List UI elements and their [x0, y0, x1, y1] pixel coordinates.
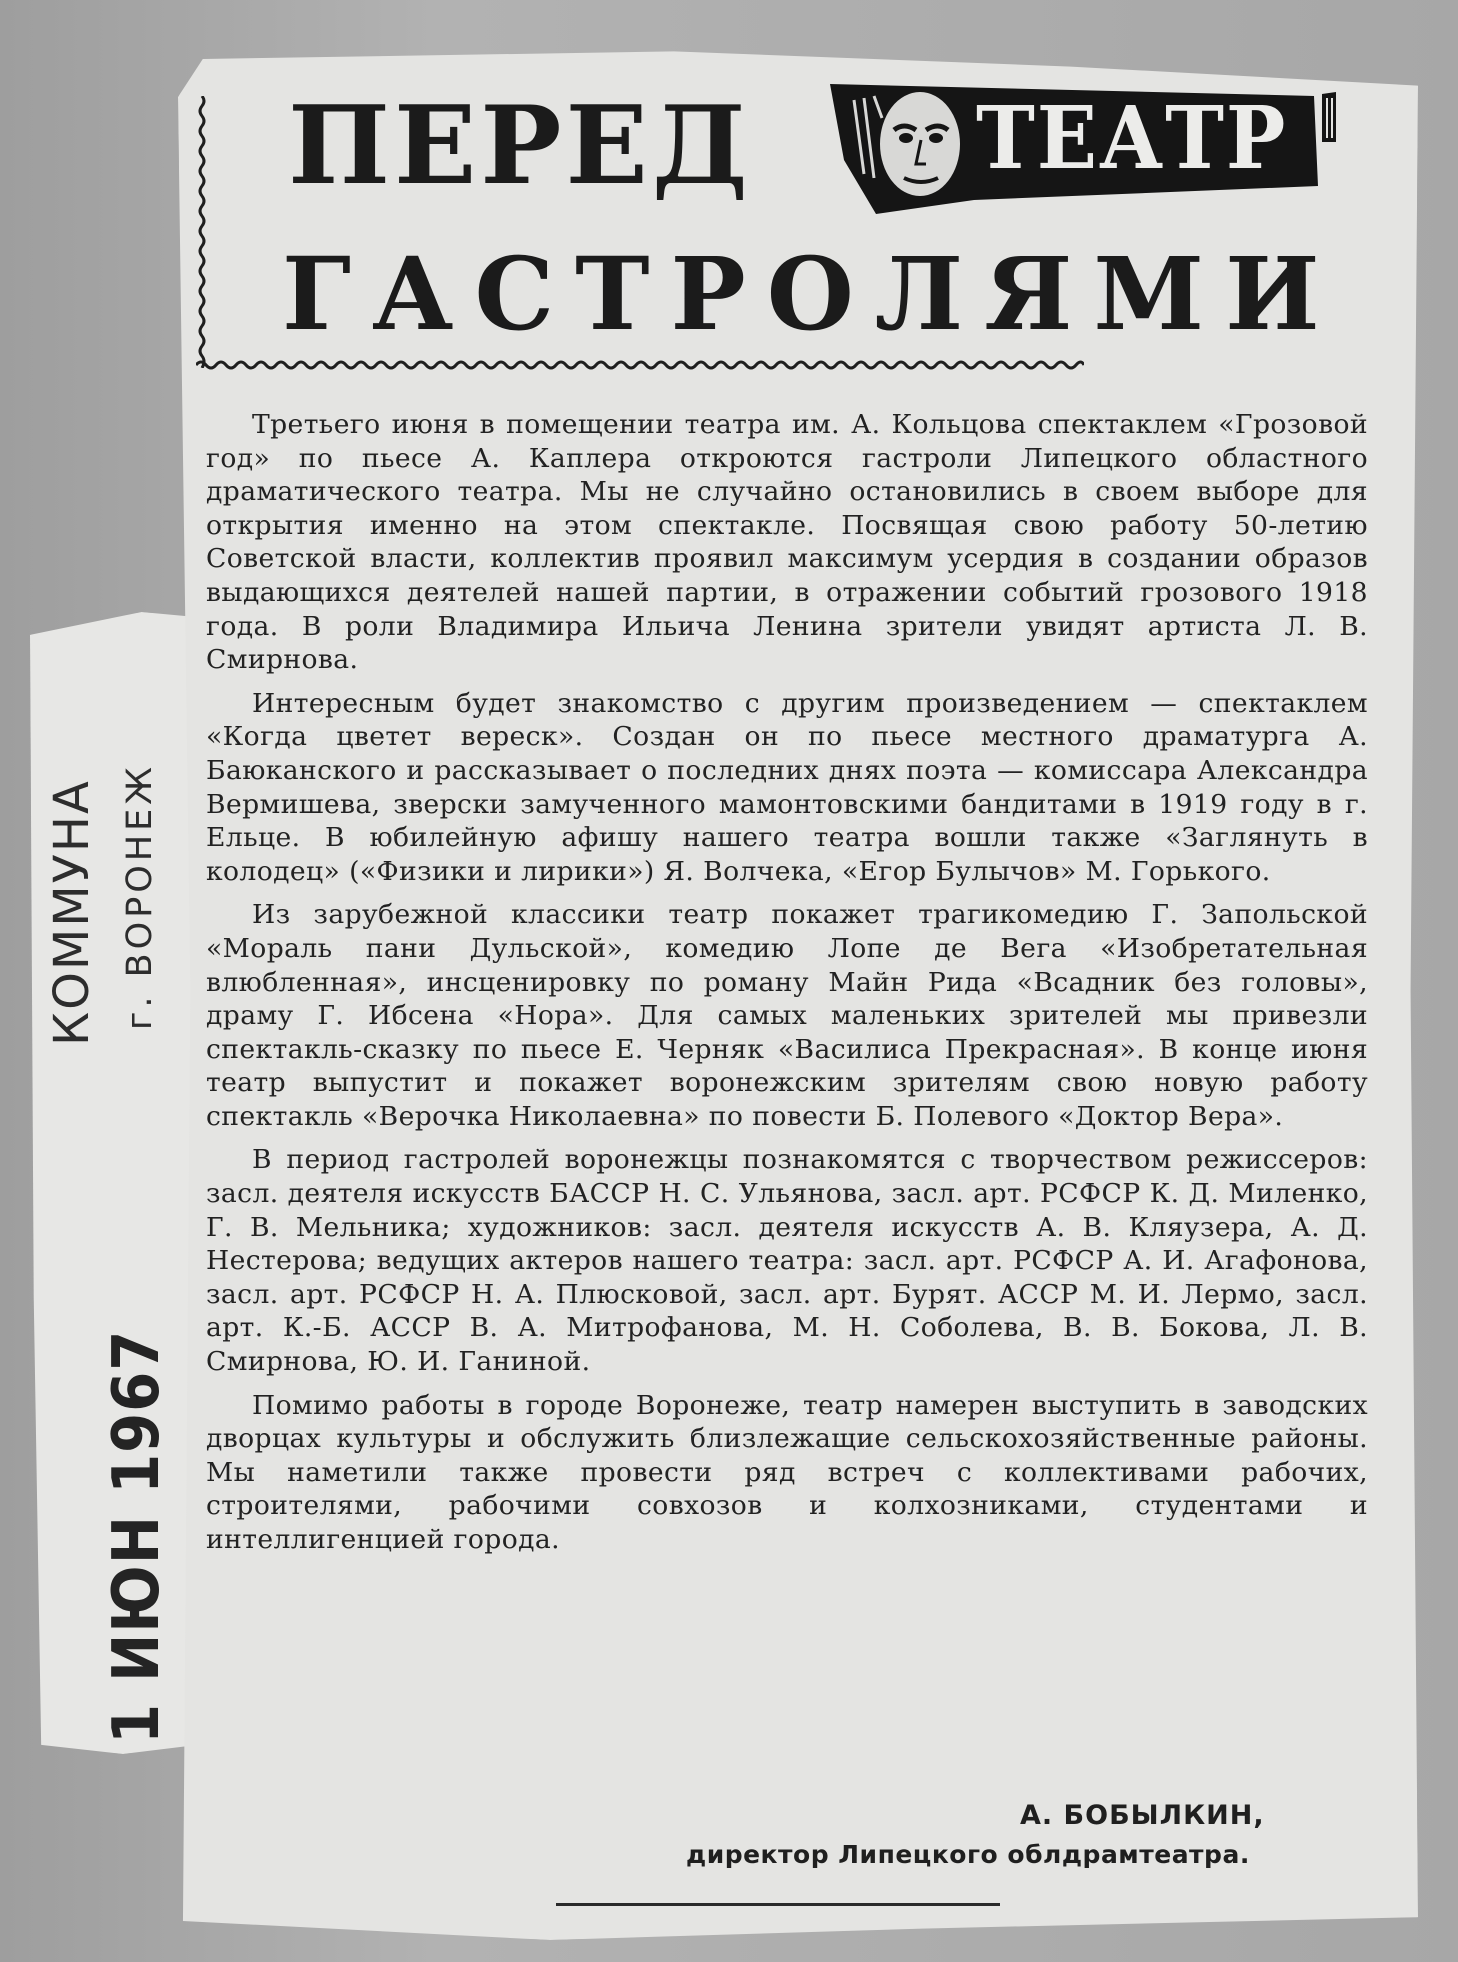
author-name: А. БОБЫЛКИН,	[1020, 1800, 1265, 1831]
wavy-border-bottom	[196, 356, 1084, 374]
end-rule	[556, 1903, 1000, 1906]
article-paragraph-1: Третьего июня в помещении театра им. А. Кольцова спектаклем «Грозовой год» по пьесе А. Каплера откроются гастроли Липецкого областного драматического театра. Мы не случайно остановились в своем выборе для открытия именно на этом спектакле. Посвящая свою работу 50-летию Советской власти, коллектив проявил максимум усердия в создании образов выдающихся деятелей нашей партии, в отражении событий грозового 1918 года. В роли Владимира Ильича Ленина зрители увидят артиста Л. В. Смирнова.	[206, 409, 1368, 676]
stamp-date: 1 ИЮН 1967	[100, 1329, 174, 1744]
stamp-city: г. ВОРОНЕЖ	[120, 763, 160, 1030]
article-body	[206, 408, 1368, 1567]
headline-line-1: ПЕРЕД	[288, 83, 752, 209]
signature-block	[0, 1800, 1458, 1900]
article-paragraph-4: В период гастролей воронежцы познакомятся с творчеством режиссеров: засл. деятеля искусств БАССР Н. С. Ульянова, засл. арт. РСФСР К. Д. Миленко, Г. В. Мельника; художников: засл. деятеля искусств А. В. Кляузера, А. Д. Нестерова; ведущих актеров нашего театра: засл. арт. РСФСР А. И. Агафонова, засл. арт. РСФСР Н. А. Плюсковой, засл. арт. Бурят. АССР М. И. Лермо, засл. арт. К.-Б. АССР В. А. Митрофанова, М. Н. Соболева, В. В. Бокова, Л. В. Смирнова, Ю. И. Ганиной.	[206, 1144, 1368, 1378]
article-paragraph-5: Помимо работы в городе Воронеже, театр намерен выступить в заводских дворцах культуры и обслужить близлежащие сельскохозяйственные районы. Мы наметили также провести ряд встреч с коллективами рабочих, строителями, рабочими совхозов и колхозниками, студентами и интеллигенцией города.	[206, 1389, 1368, 1555]
author-title: директор Липецкого облдрамтеатра.	[686, 1840, 1250, 1869]
wavy-border-left	[196, 96, 208, 368]
stamp-newspaper-name: КОММУНА	[44, 779, 100, 1046]
rubric-label: ТЕАТР	[976, 88, 1288, 189]
headline-line-2: ГАСТРОЛЯМИ	[282, 235, 1341, 353]
article-paragraph-3: Из зарубежной классики театр покажет трагикомедию Г. Запольской «Мораль пани Дульской», комедию Лопе де Вега «Изобретательная влюбленная», инсценировку по роману Майн Рида «Всадник без головы», драму Г. Ибсена «Нора». Для самых маленьких зрителей мы привезли спектакль-сказку по пьесе Е. Черняк «Василиса Прекрасная». В конце июня театр выпустит и покажет воронежским зрителям свою новую работу спектакль «Верочка Николаевна» по повести Б. Полевого «Доктор Вера».	[206, 899, 1368, 1132]
article-paragraph-2: Интересным будет знакомство с другим произведением — спектаклем «Когда цветет вереск». Создан он по пьесе местного драматурга А. Баюканского и рассказывает о последних днях поэта — комиссара Александра Вермишева, зверски замученного мамонтовскими бандитами в 1919 году в г. Ельце. В юбилейную афишу нашего театра вошли также «Заглянуть в колодец» («Физики и лирики») Я. Волчека, «Егор Булычов» М. Горького.	[206, 687, 1368, 887]
